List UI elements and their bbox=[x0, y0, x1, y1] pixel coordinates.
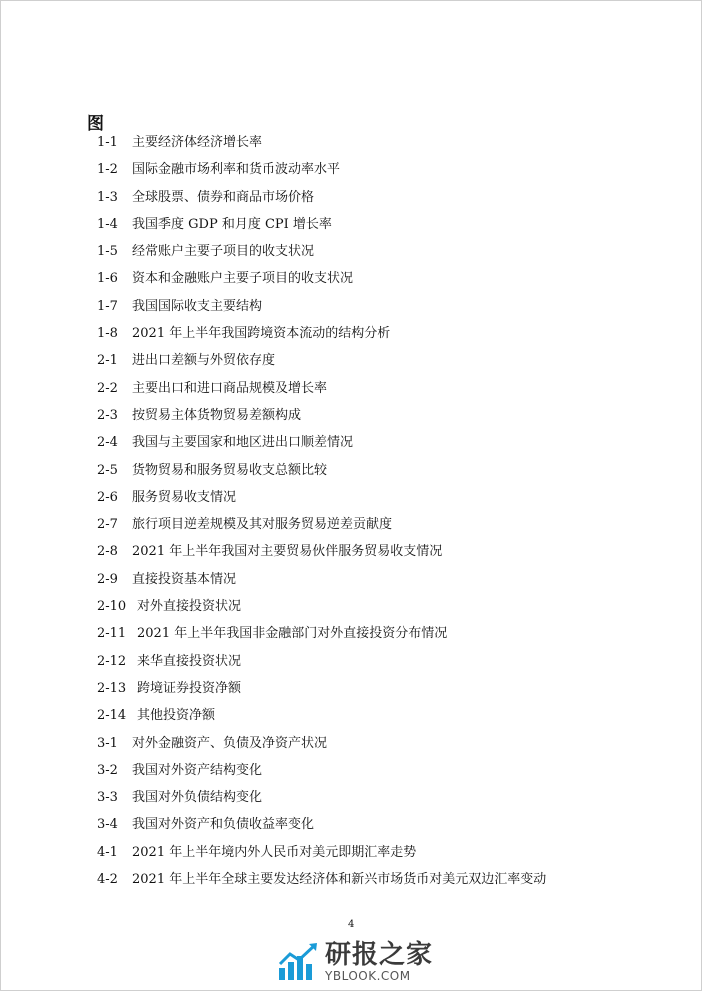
figure-list-item bbox=[97, 871, 546, 898]
page-number: 4 bbox=[348, 919, 355, 930]
figure-list-item bbox=[97, 325, 546, 352]
figure-list-item bbox=[97, 216, 546, 243]
figure-number: 4-2 bbox=[97, 872, 118, 888]
figure-number: 2-3 bbox=[97, 407, 118, 423]
figure-list-item bbox=[97, 571, 546, 598]
section-heading: 图 bbox=[87, 114, 104, 134]
bar-chart-icon bbox=[277, 942, 319, 982]
figure-title: 2021 年上半年全球主要发达经济体和新兴市场货币对美元双边汇率变动 bbox=[132, 872, 547, 888]
figure-list-item bbox=[97, 434, 546, 461]
figure-number: 3-2 bbox=[97, 762, 118, 778]
figure-number: 2-8 bbox=[97, 544, 118, 560]
figure-number: 1-7 bbox=[97, 298, 118, 314]
figure-list-item bbox=[97, 598, 546, 625]
figure-list-item bbox=[97, 816, 546, 843]
figure-title: 我国与主要国家和地区进出口顺差情况 bbox=[132, 435, 354, 451]
figure-title: 对外直接投资状况 bbox=[137, 599, 242, 615]
figure-number: 3-1 bbox=[97, 735, 118, 751]
figure-number: 2-1 bbox=[97, 353, 118, 369]
figure-title: 2021 年上半年我国跨境资本流动的结构分析 bbox=[132, 326, 391, 342]
figure-title: 我国季度 GDP 和月度 CPI 增长率 bbox=[132, 216, 332, 232]
figure-title: 国际金融市场利率和货币波动率水平 bbox=[132, 162, 341, 178]
figure-list-item bbox=[97, 407, 546, 434]
figure-list-item bbox=[97, 844, 546, 871]
figure-title: 按贸易主体货物贸易差额构成 bbox=[132, 407, 302, 423]
figure-list-item bbox=[97, 707, 546, 734]
figure-list-item bbox=[97, 543, 546, 570]
figure-title: 进出口差额与外贸依存度 bbox=[132, 353, 276, 369]
figure-title: 经常账户主要子项目的收支状况 bbox=[132, 244, 315, 260]
figure-number: 4-1 bbox=[97, 844, 118, 860]
figure-list-item bbox=[97, 380, 546, 407]
figure-number: 1-1 bbox=[97, 135, 118, 150]
watermark-logo bbox=[277, 941, 433, 983]
figure-title: 旅行项目逆差规模及其对服务贸易逆差贡献度 bbox=[132, 517, 393, 533]
figure-number: 2-2 bbox=[97, 380, 118, 396]
watermark-chinese-text: 研报之家 bbox=[325, 940, 434, 970]
figure-title: 我国对外资产和负债收益率变化 bbox=[132, 817, 315, 833]
figure-number: 2-9 bbox=[97, 571, 118, 587]
figure-number: 2-13 bbox=[97, 680, 127, 696]
figure-number: 2-4 bbox=[97, 435, 118, 451]
figure-title: 直接投资基本情况 bbox=[132, 571, 237, 587]
figure-list-item bbox=[97, 462, 546, 489]
figure-number: 1-5 bbox=[97, 244, 118, 260]
figure-number: 1-8 bbox=[97, 326, 118, 342]
figure-list-item bbox=[97, 680, 546, 707]
figure-title: 我国对外负债结构变化 bbox=[132, 790, 263, 806]
watermark-url: YBLOOK.COM bbox=[325, 969, 411, 983]
figure-number: 3-4 bbox=[97, 817, 118, 833]
figure-title: 我国国际收支主要结构 bbox=[132, 298, 263, 314]
figure-title: 全球股票、债券和商品市场价格 bbox=[132, 189, 315, 205]
figure-title: 我国对外资产结构变化 bbox=[132, 762, 263, 778]
figure-list-item bbox=[97, 243, 546, 270]
figure-title: 来华直接投资状况 bbox=[137, 653, 242, 669]
figure-list-item bbox=[97, 653, 546, 680]
figure-list-item bbox=[97, 352, 546, 379]
figure-number: 1-4 bbox=[97, 216, 118, 232]
figure-number: 2-10 bbox=[97, 599, 127, 615]
figure-number: 2-7 bbox=[97, 517, 118, 533]
figure-title: 对外金融资产、负债及净资产状况 bbox=[132, 735, 328, 751]
figure-list-item bbox=[97, 735, 546, 762]
figure-number: 2-11 bbox=[97, 626, 127, 642]
figure-title: 主要经济体经济增长率 bbox=[132, 135, 263, 150]
figure-list-item bbox=[97, 625, 546, 652]
figure-list-item bbox=[97, 516, 546, 543]
figure-list-item bbox=[97, 189, 546, 216]
figure-list-item bbox=[97, 789, 546, 816]
figure-title: 资本和金融账户主要子项目的收支状况 bbox=[132, 271, 354, 287]
figure-title: 跨境证券投资净额 bbox=[137, 680, 242, 696]
figure-list-item bbox=[97, 298, 546, 325]
figure-title: 主要出口和进口商品规模及增长率 bbox=[132, 380, 328, 396]
figure-number: 3-3 bbox=[97, 790, 118, 806]
figure-list-item bbox=[97, 762, 546, 789]
figure-title: 2021 年上半年我国对主要贸易伙伴服务贸易收支情况 bbox=[132, 544, 443, 560]
figure-number: 2-14 bbox=[97, 708, 127, 724]
figure-number: 1-6 bbox=[97, 271, 118, 287]
figure-title: 服务贸易收支情况 bbox=[132, 489, 237, 505]
figure-title: 货物贸易和服务贸易收支总额比较 bbox=[132, 462, 328, 478]
figure-number: 2-5 bbox=[97, 462, 118, 478]
figure-list-item bbox=[97, 489, 546, 516]
figure-title: 2021 年上半年境内外人民币对美元即期汇率走势 bbox=[132, 844, 417, 860]
figure-list-item bbox=[97, 134, 546, 161]
figure-number: 2-12 bbox=[97, 653, 127, 669]
figure-list bbox=[97, 134, 546, 898]
figure-list-item bbox=[97, 270, 546, 297]
figure-title: 2021 年上半年我国非金融部门对外直接投资分布情况 bbox=[137, 626, 448, 642]
figure-number: 2-6 bbox=[97, 489, 118, 505]
figure-number: 1-2 bbox=[97, 162, 118, 178]
figure-number: 1-3 bbox=[97, 189, 118, 205]
figure-list-item bbox=[97, 161, 546, 188]
figure-title: 其他投资净额 bbox=[137, 708, 216, 724]
